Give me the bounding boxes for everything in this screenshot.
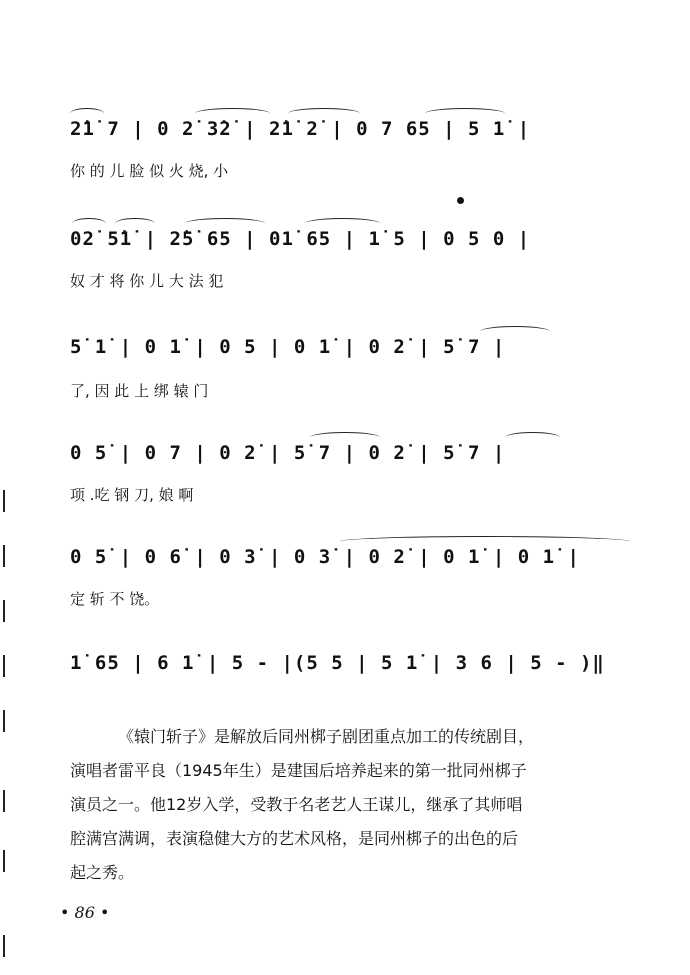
slur-mark — [72, 218, 106, 229]
lyrics-row-4: 项 .吃 钢 刀, 娘 啊 — [70, 486, 194, 504]
annotation-line-1: 《辕门斩子》是解放后同州梆子剧团重点加工的传统剧目， — [118, 727, 535, 746]
lyrics-row-2: 奴 才 将 你 儿 大 法 犯 — [70, 272, 224, 290]
notation-row-4: 0 5̇ | 0 7 | 0 2̇ | 5̇ 7 | 0 2̇ | 5̇ 7 | — [70, 442, 506, 464]
notation-row-1: 2̇1̇ 7 | 0 2̇ 3̇2̇ | 2̇1̇ 2̇ | 0 7 65 | 5 1̇ | — [70, 118, 531, 140]
slur-mark — [288, 108, 360, 119]
lyrics-row-1: 你 的 儿 脸 似 火 烧, 小 — [70, 162, 229, 180]
slur-mark — [505, 432, 560, 443]
margin-mark — [3, 655, 5, 677]
notation-row-3: 5̇ 1̇ | 0 1̇ | 0 5 | 0 1̇ | 0 2̇ | 5̇ 7 | — [70, 336, 506, 358]
notation-row-2: 02̇ 5̇1̇ | 2̇5̇ 65 | 01̇ 65 | 1̇ 5 | 0 5 0 | — [70, 228, 531, 250]
annotation-line-4: 腔满宫满调，表演稳健大方的艺术风格，是同州梆子的出色的后 — [70, 829, 519, 848]
margin-mark — [3, 790, 5, 812]
margin-mark — [3, 600, 5, 622]
notation-row-5: 0 5̇ | 0 6̇ | 0 3̇ | 0 3̇ | 0 2̇ | 0 1̇ | 0 1̇ | — [70, 546, 580, 568]
slur-mark — [340, 536, 630, 547]
margin-mark — [3, 490, 5, 512]
margin-mark — [3, 850, 5, 872]
slur-mark — [310, 432, 380, 443]
slur-mark — [115, 218, 155, 229]
annotation-line-3: 演员之一。他12岁入学，受教于名老艺人王谋儿，继承了其师唱 — [70, 795, 523, 814]
slur-mark — [480, 326, 550, 337]
page-number: • 86 • — [60, 903, 110, 922]
annotation-line-5: 起之秀。 — [70, 863, 135, 882]
margin-mark — [3, 710, 5, 732]
slur-mark — [305, 218, 380, 229]
lyrics-row-3: 了, 因 此 上 绑 辕 门 — [70, 382, 209, 400]
slur-mark — [195, 108, 270, 119]
accent-dot — [457, 197, 464, 204]
margin-mark — [3, 935, 5, 957]
margin-mark — [3, 545, 5, 567]
annotation-line-2: 演唱者雷平良（1945年生）是建国后培养起来的第一批同州梆子 — [70, 761, 527, 780]
lyrics-row-5: 定 斩 不 饶。 — [70, 590, 160, 608]
slur-mark — [425, 108, 505, 119]
slur-mark — [70, 108, 104, 119]
slur-mark — [185, 218, 265, 229]
notation-row-6: 1̇ 65 | 6 1̇ | 5 - |(5 5 | 5 1̇ | 3 6 | 5 - )‖ — [70, 652, 605, 674]
